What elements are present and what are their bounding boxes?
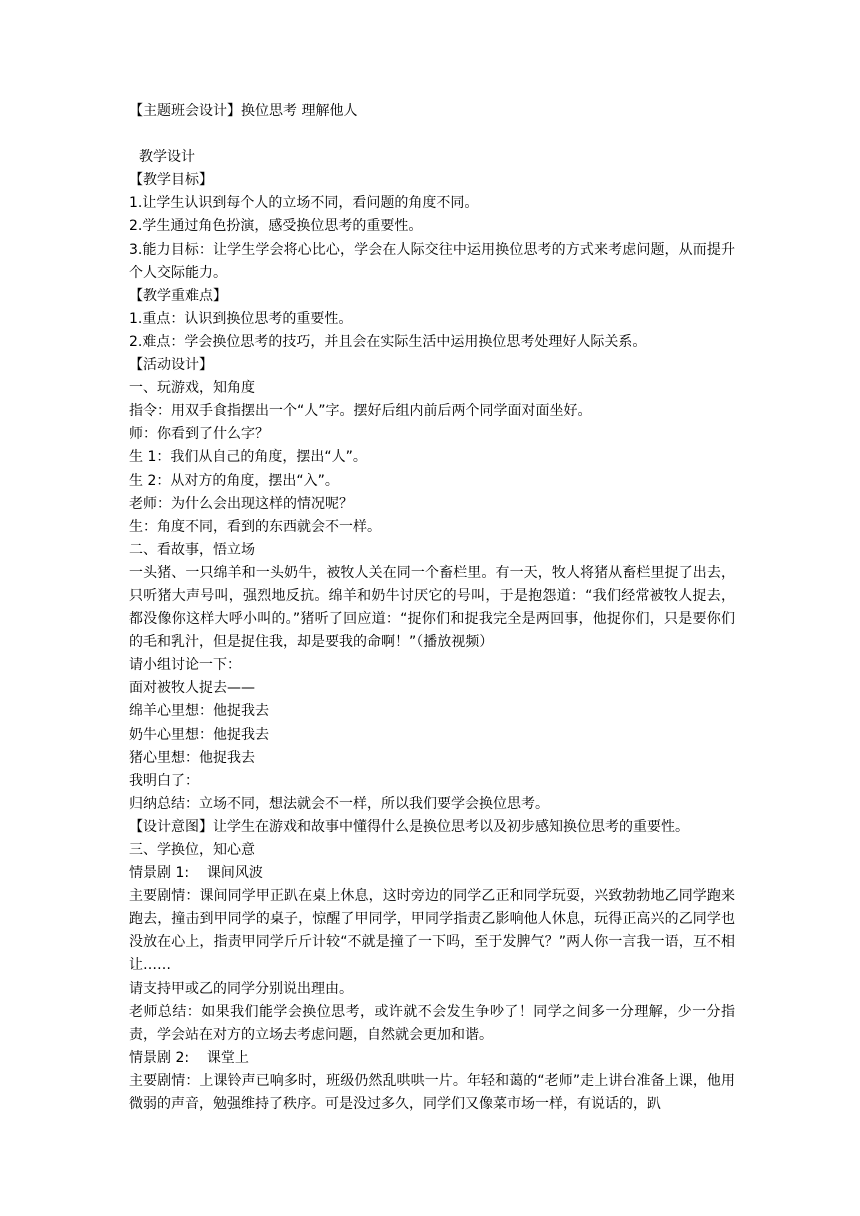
text-line: 绵羊心里想：他捉我去 xyxy=(129,703,269,720)
document-body xyxy=(129,100,735,1116)
list-item: 3.能力目标：让学生学会将心比心，学会在人际交往中运用换位思考的方式来考虑问题，从而提升个人交际能力。 xyxy=(129,241,735,281)
text-line: 师：你看到了什么字？ xyxy=(129,426,269,443)
subsection-heading: 三、学换位，知心意 xyxy=(129,842,255,858)
skit-title: 情景剧 2: 课堂上 xyxy=(129,1049,249,1066)
story-paragraph: 一头猪、一只绵羊和一头奶牛，被牧人关在同一个畜栏里。有一天，牧人将猪从畜栏里捉了出去，只听猪大声号叫，强烈地反抗。绵羊和奶牛讨厌它的号叫，于是抱怨道：“我们经常被牧人捉去，都没像你这样大呼小叫的。”猪听了回应道：“捉你们和捉我完全是两回事，他捉你们，只是要你们的毛和乳汁，但是捉住我，却是要我的命啊！”（播放视频） xyxy=(129,564,735,651)
list-item: 1.重点：认识到换位思考的重要性。 xyxy=(129,310,353,327)
teacher-summary: 老师总结：如果我们能学会换位思考，或许就不会发生争吵了！同学之间多一分理解，少一分指责，学会站在对方的立场去考虑问题，自然就会更加和谐。 xyxy=(129,1003,735,1043)
text-line: 奶牛心里想：他捉我去 xyxy=(129,726,269,743)
section-heading: 【活动设计】 xyxy=(129,357,213,374)
list-item: 2.学生通过角色扮演，感受换位思考的重要性。 xyxy=(129,218,423,235)
section-heading: 教学设计 xyxy=(139,149,195,166)
section-heading: 【教学目标】 xyxy=(129,172,213,189)
text-line: 生：角度不同，看到的东西就会不一样。 xyxy=(129,518,381,535)
text-line: 请小组讨论一下： xyxy=(129,657,241,674)
text-line: 归纳总结：立场不同，想法就会不一样，所以我们要学会换位思考。 xyxy=(129,795,549,812)
skit-paragraph: 主要剧情：课间同学甲正趴在桌上休息，这时旁边的同学乙正和同学玩耍，兴致勃勃地乙同学跑来跑去，撞击到甲同学的桌子，惊醒了甲同学，甲同学指责乙影响他人休息，玩得正高兴的乙同学也没放在心上，指责甲同学斤斤计较“不就是撞了一下吗，至于发脾气？”两人你一言我一语，互不相让…… xyxy=(129,888,735,974)
list-item: 1.让学生认识到每个人的立场不同，看问题的角度不同。 xyxy=(129,195,479,212)
blank-line xyxy=(129,123,735,146)
text-line: 生 1：我们从自己的角度，摆出“人”。 xyxy=(129,449,367,466)
subsection-heading: 二、看故事，悟立场 xyxy=(129,541,255,558)
skit-title: 情景剧 1: 课间风波 xyxy=(129,865,263,882)
text-line: 请支持甲或乙的同学分别说出理由。 xyxy=(129,980,353,997)
list-item: 2.难点：学会换位思考的技巧，并且会在实际生活中运用换位思考处理好人际关系。 xyxy=(129,333,647,350)
text-line: 指令：用双手食指摆出一个“人”字。摆好后组内前后两个同学面对面坐好。 xyxy=(129,403,592,420)
text-line: 老师：为什么会出现这样的情况呢？ xyxy=(129,495,353,512)
text-line: 面对被牧人捉去—— xyxy=(129,680,255,697)
text-line: 生 2：从对方的角度，摆出“入”。 xyxy=(129,472,339,489)
skit-paragraph: 主要剧情：上课铃声已响多时，班级仍然乱哄哄一片。年轻和蔼的“老师”走上讲台准备上课，他用微弱的声音，勉强维持了秩序。可是没过多久，同学们又像菜市场一样，有说话的，趴 xyxy=(129,1072,735,1113)
section-heading: 【教学重难点】 xyxy=(129,287,227,304)
design-intent: 【设计意图】让学生在游戏和故事中懂得什么是换位思考以及初步感知换位思考的重要性。 xyxy=(129,818,689,835)
text-line: 我明白了： xyxy=(129,772,199,789)
document-title: 【主题班会设计】换位思考 理解他人 xyxy=(129,103,358,119)
text-line: 猪心里想：他捉我去 xyxy=(129,749,255,766)
subsection-heading: 一、玩游戏，知角度 xyxy=(129,380,255,397)
